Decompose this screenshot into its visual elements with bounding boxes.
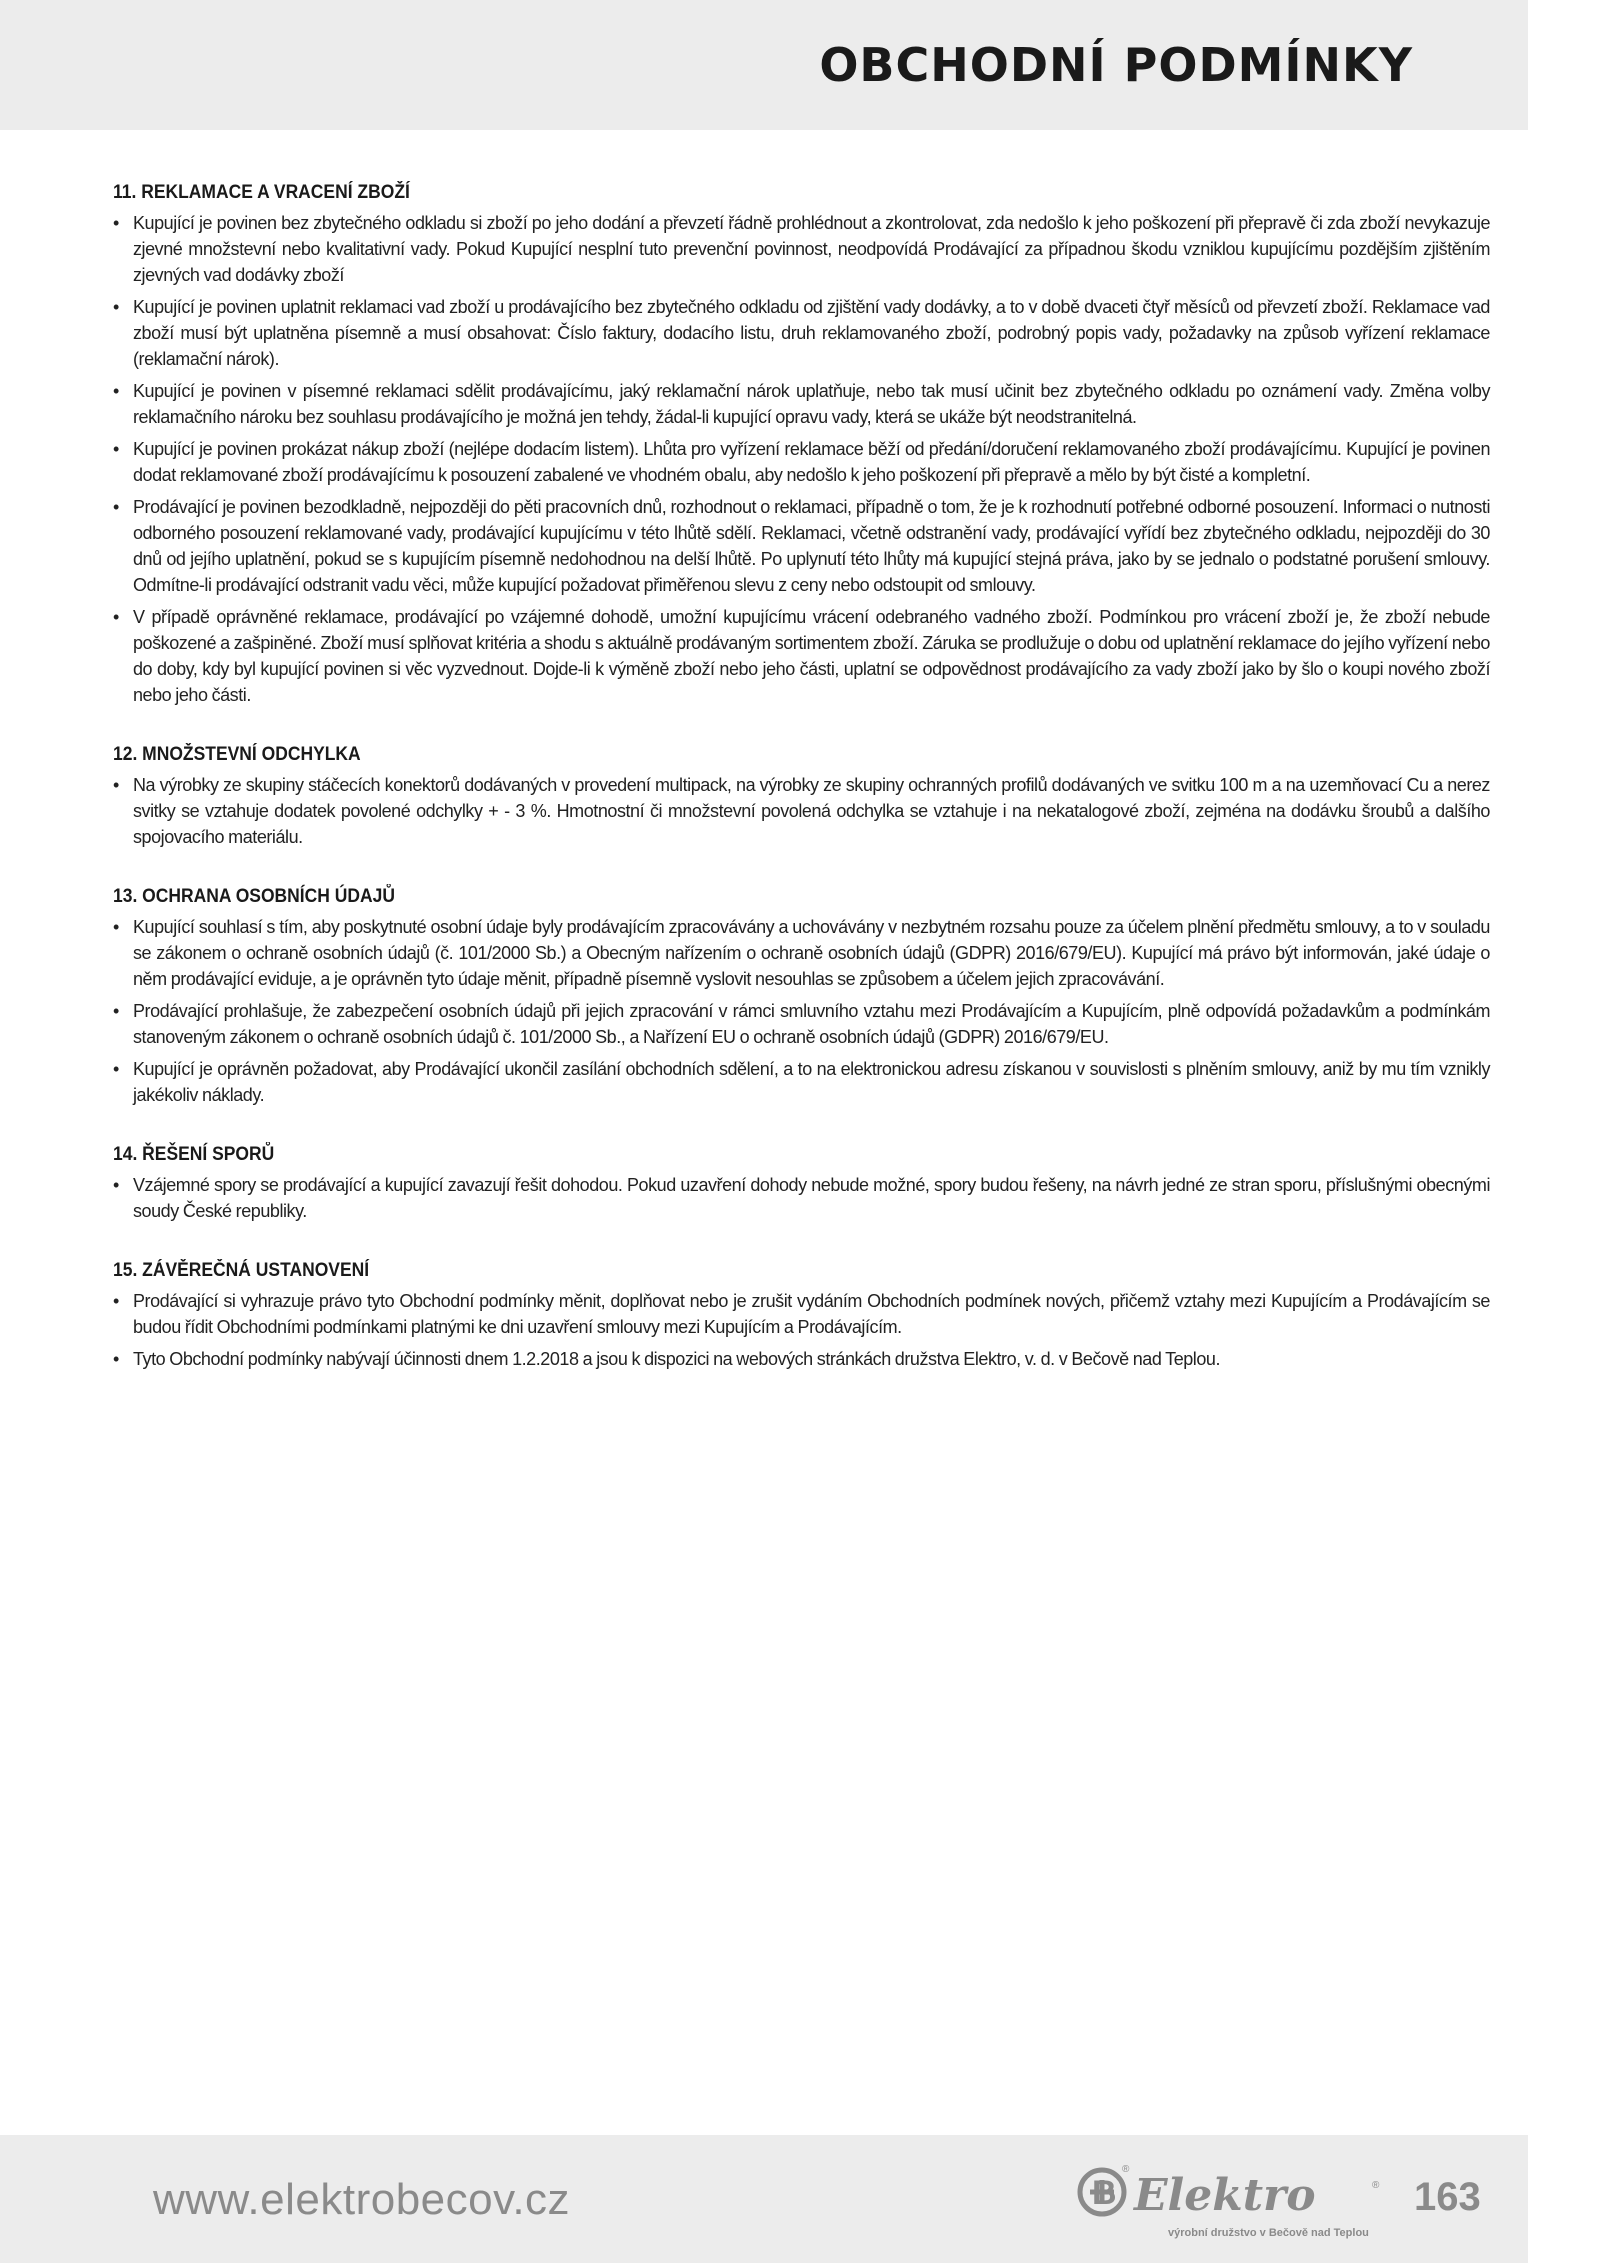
section-heading: 15. ZÁVĚREČNÁ USTANOVENÍ [113, 1260, 370, 1281]
svg-text:®: ® [1122, 2164, 1130, 2175]
elektro-logo [1072, 2158, 1392, 2244]
logo-wordmark: Elektro [1134, 2170, 1316, 2221]
page-number: 163 [1414, 2175, 1481, 2219]
bullet-item: • Kupující je povinen uplatnit reklamaci vad zboží u prodávajícího bez zbytečného odkladu od zjištění vady dodávky, a to v době dvaceti čtyř měsíců od převzetí zboží. Reklamace vad zboží musí být uplatněna písemně a musí obsahovat: Číslo faktury, dodacího listu, druh reklamovaného zboží, podrobný popis vady, požadavky na způsob vyřízení reklamace (reklamační nárok). [113, 294, 1490, 372]
section-data-protection [113, 886, 1490, 1108]
section-disputes [113, 1144, 1490, 1224]
bullet-item: • Tyto Obchodní podmínky nabývají účinnosti dnem 1.2.2018 a jsou k dispozici na webových stránkách družstva Elektro, v. d. v Bečově nad Teplou. [113, 1346, 1490, 1372]
svg-text:B: B [1092, 2174, 1117, 2212]
section-complaints [113, 182, 1490, 708]
bullet-item: • V případě oprávněné reklamace, prodávající po vzájemné dohodě, umožní kupujícímu vrácení odebraného vadného zboží. Podmínkou pro vrácení zboží je, že zboží nebude poškozené a zašpiněné. Zboží musí splňovat kritéria a shodu s aktuálně prodávaným sortimentem zboží. Záruka se prodlužuje o dobu od uplatnění reklamace do jejího vyřízení nebo do doby, kdy byl kupující povinen si věc vyzvednout. Dojde-li k výměně zboží nebo jeho části, uplatní se odpovědnost prodávajícího za vady zboží jako by šlo o koupi nového zboží nebo jeho části. [113, 604, 1490, 708]
bullet-list [113, 772, 1490, 850]
bullet-list [113, 210, 1490, 708]
page-title: OBCHODNÍ PODMÍNKY [819, 38, 1413, 92]
section-heading: 13. OCHRANA OSOBNÍCH ÚDAJŮ [113, 886, 395, 907]
bullet-item: • Vzájemné spory se prodávající a kupující zavazují řešit dohodou. Pokud uzavření dohody nebude možné, spory budou řešeny, na návrh jedné ze stran sporu, příslušnými obecnými soudy České republiky. [113, 1172, 1490, 1224]
bullet-item: • Prodávající je povinen bezodkladně, nejpozději do pěti pracovních dnů, rozhodnout o reklamaci, případně o tom, že je k rozhodnutí potřebné odborné posouzení. Informaci o nutnosti odborného posouzení reklamované vady, prodávající kupujícímu v této lhůtě sdělí. Reklamaci, včetně odstranění vady, prodávající vyřídí bez zbytečného odkladu, nejpozději do 30 dnů od jejího uplatnění, pokud se s kupujícím písemně nedohodnou na delší lhůtě. Po uplynutí této lhůty má kupující stejná práva, jako by se jednalo o podstatné porušení smlouvy. Odmítne-li prodávající odstranit vadu věci, může kupující požadovat přiměřenou slevu z ceny nebo odstoupit od smlouvy. [113, 494, 1490, 598]
section-heading: 12. MNOŽSTEVNÍ ODCHYLKA [113, 744, 361, 765]
bullet-item: • Prodávající si vyhrazuje právo tyto Obchodní podmínky měnit, doplňovat nebo je zrušit vydáním Obchodních podmínek nových, přičemž vztahy mezi Kupujícím a Prodávajícím se budou řídit Obchodními podmínkami platnými ke dni uzavření smlouvy mezi Kupujícím a Prodávajícím. [113, 1288, 1490, 1340]
bullet-item: • Kupující souhlasí s tím, aby poskytnuté osobní údaje byly prodávajícím zpracovávány a uchovávány v nezbytném rozsahu pouze za účelem plnění předmětu smlouvy, a to v souladu se zákonem o ochraně osobních údajů (č. 101/2000 Sb.) a Obecným nařízením o ochraně osobních údajů (GDPR) 2016/679/EU). Kupující má právo být informován, jaké údaje o něm prodávající eviduje, a je oprávněn tyto údaje měnit, případně písemně vyslovit nesouhlas se způsobem a účelem jejich zpracovávání. [113, 914, 1490, 992]
header-band [0, 0, 1528, 130]
section-heading: 14. ŘEŠENÍ SPORŮ [113, 1144, 275, 1165]
bullet-item: • Kupující je oprávněn požadovat, aby Prodávající ukončil zasílání obchodních sdělení, a to na elektronickou adresu získanou v souvislosti s plněním smlouvy, aniž by mu tím vznikly jakékoliv náklady. [113, 1056, 1490, 1108]
bullet-item: • Kupující je povinen bez zbytečného odkladu si zboží po jeho dodání a převzetí řádně prohlédnout a zkontrolovat, zda nedošlo k jeho poškození při přepravě či zda zboží nevykazuje zjevné množstevní nebo kvalitativní vady. Pokud Kupující nesplní tuto prevenční povinnost, neodpovídá Prodávající za případnou škodu vzniklou kupujícímu pozdějším zjištěním zjevných vad dodávky zboží [113, 210, 1490, 288]
logo-subtitle: výrobní družstvo v Bečově nad Teplou [1168, 2227, 1369, 2239]
bullet-list [113, 1172, 1490, 1224]
document-body [113, 182, 1490, 1408]
bullet-item: • Kupující je povinen prokázat nákup zboží (nejlépe dodacím listem). Lhůta pro vyřízení reklamace běží od předání/doručení reklamovaného zboží prodávajícímu. Kupující je povinen dodat reklamované zboží prodávajícímu k posouzení zabalené ve vhodném obalu, aby nedošlo k jeho poškození při přepravě a mělo by být čisté a kompletní. [113, 436, 1490, 488]
bullet-item: • Kupující je povinen v písemné reklamaci sdělit prodávajícímu, jaký reklamační nárok uplatňuje, nebo tak musí učinit bez zbytečného odkladu po oznámení vady. Změna volby reklamačního nároku bez souhlasu prodávajícího je možná jen tehdy, žádal-li kupující opravu vady, která se ukáže být neodstranitelná. [113, 378, 1490, 430]
bullet-list [113, 914, 1490, 1108]
website-url: www.elektrobecov.cz [153, 2175, 571, 2224]
bullet-item: • Prodávající prohlašuje, že zabezpečení osobních údajů při jejich zpracování v rámci smluvního vztahu mezi Prodávajícím a Kupujícím, plně odpovídá požadavkům a podmínkám stanoveným zákonem o ochraně osobních údajů č. 101/2000 Sb., a Nařízení EU o ochraně osobních údajů (GDPR) 2016/679/EU. [113, 998, 1490, 1050]
section-heading: 11. REKLAMACE A VRACENÍ ZBOŽÍ [113, 182, 410, 203]
svg-text:®: ® [1372, 2180, 1380, 2191]
bullet-item: • Na výrobky ze skupiny stáčecích konektorů dodávaných v provedení multipack, na výrobky ze skupiny ochranných profilů dodávaných ve svitku 100 m a na uzemňovací Cu a nerez svitky se vztahuje dodatek povolené odchylky + - 3 %. Hmotnostní či množstevní povolená odchylka se vztahuje i na nekatalogové zboží, zejména na dodávku šroubů a dalšího spojovacího materiálu. [113, 772, 1490, 850]
section-quantity-deviation [113, 744, 1490, 850]
section-final-provisions [113, 1260, 1490, 1372]
bullet-list [113, 1288, 1490, 1372]
elektro-emblem-icon [1080, 2164, 1130, 2214]
